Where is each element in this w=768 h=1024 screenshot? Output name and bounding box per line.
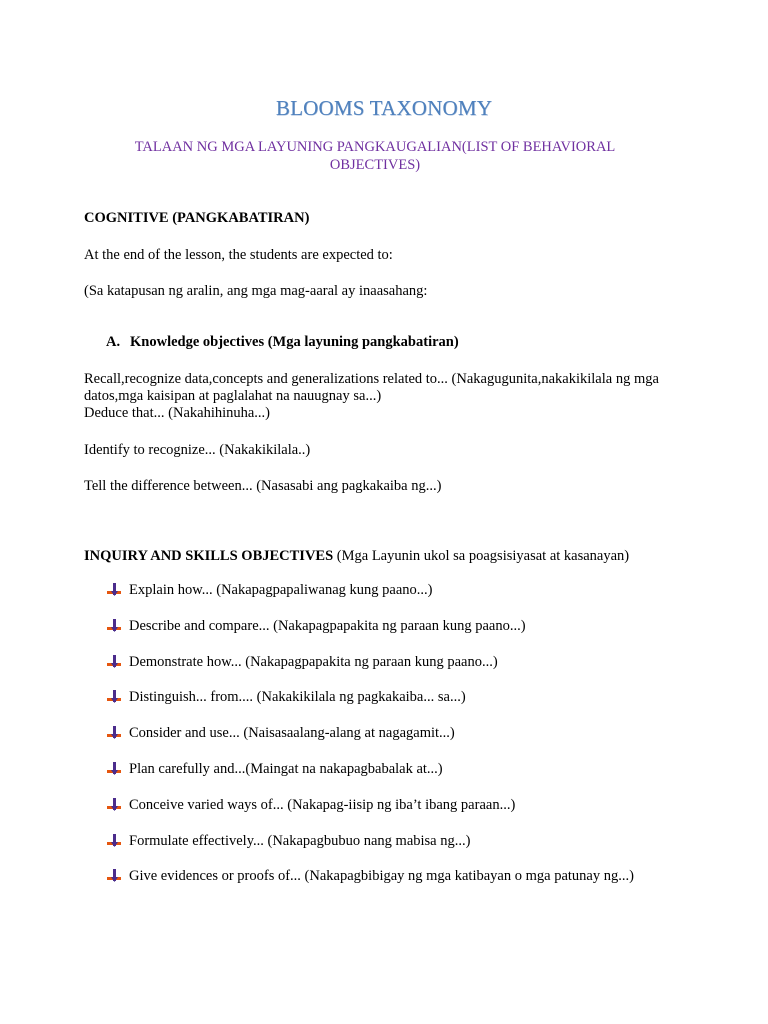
knowledge-heading-text: Knowledge objectives (Mga layuning pangkabatiran) xyxy=(130,334,459,350)
knowledge-line-deduce: Deduce that... (Nakahihinuha...) xyxy=(84,405,271,421)
list-item-text: Conceive varied ways of... (Nakapag-iisip ng iba’t ibang paraan...) xyxy=(129,796,516,813)
arrow-bullet-icon xyxy=(106,798,123,812)
inquiry-bullet-list xyxy=(106,582,634,904)
bullet-item-1 xyxy=(106,582,634,618)
document-subtitle: TALAAN NG MGA LAYUNING PANGKAUGALIAN(LIST OF BEHAVIORAL OBJECTIVES) xyxy=(134,139,616,173)
arrow-bullet-icon xyxy=(106,619,123,633)
bullet-item-5 xyxy=(106,725,634,761)
knowledge-objectives-heading xyxy=(106,334,459,351)
intro-tagalog: (Sa katapusan ng aralin, ang mga mag-aaral ay inaasahang: xyxy=(84,283,428,299)
knowledge-line-recall: Recall,recognize data,concepts and generalizations related to... (Nakagugunita,nakakikilala ng mga datos,mga kaisipan at paglalahat na nauugnay sa...) xyxy=(84,371,659,404)
arrow-bullet-icon xyxy=(106,726,123,740)
knowledge-line-identify: Identify to recognize... (Nakakikilala..) xyxy=(84,442,311,458)
cognitive-heading: COGNITIVE (PANGKABATIRAN) xyxy=(84,210,310,226)
list-item-text: Formulate effectively... (Nakapagbubuo nang mabisa ng...) xyxy=(129,832,471,849)
list-item-text: Consider and use... (Naisasaalang-alang at nagagamit...) xyxy=(129,725,455,742)
list-marker: A. xyxy=(106,334,121,350)
bullet-item-6 xyxy=(106,761,634,797)
list-item-text: Demonstrate how... (Nakapagpapakita ng paraan kung paano...) xyxy=(129,653,498,670)
list-item-text: Explain how... (Nakapagpapaliwanag kung paano...) xyxy=(129,582,433,598)
list-item-text: Plan carefully and...(Maingat na nakapagbabalak at...) xyxy=(129,760,443,777)
bullet-item-9 xyxy=(106,868,634,904)
arrow-bullet-icon xyxy=(106,690,123,704)
inquiry-heading-rest: (Mga Layunin ukol sa poagsisiyasat at kasanayan) xyxy=(333,548,630,564)
arrow-bullet-icon xyxy=(106,869,123,883)
bullet-item-2 xyxy=(106,618,634,654)
list-item-text: Distinguish... from.... (Nakakikilala ng pagkakaiba... sa...) xyxy=(129,689,466,706)
arrow-bullet-icon xyxy=(106,762,123,776)
bullet-item-7 xyxy=(106,797,634,833)
document-title: BLOOMS TAXONOMY xyxy=(275,96,493,120)
bullet-item-3 xyxy=(106,654,634,690)
knowledge-line-difference: Tell the difference between... (Nasasabi ang pagkakaiba ng...) xyxy=(84,478,442,494)
list-item-text: Give evidences or proofs of... (Nakapagbibigay ng mga katibayan o mga patunay ng...) xyxy=(129,868,634,885)
bullet-item-4 xyxy=(106,689,634,725)
inquiry-heading xyxy=(84,548,629,565)
intro-english: At the end of the lesson, the students are expected to: xyxy=(84,247,393,263)
arrow-bullet-icon xyxy=(106,834,123,848)
inquiry-heading-bold: INQUIRY AND SKILLS OBJECTIVES xyxy=(84,548,334,564)
bullet-item-8 xyxy=(106,833,634,869)
arrow-bullet-icon xyxy=(106,583,123,597)
arrow-bullet-icon xyxy=(106,655,123,669)
list-item-text: Describe and compare... (Nakapagpapakita ng paraan kung paano...) xyxy=(129,617,526,634)
